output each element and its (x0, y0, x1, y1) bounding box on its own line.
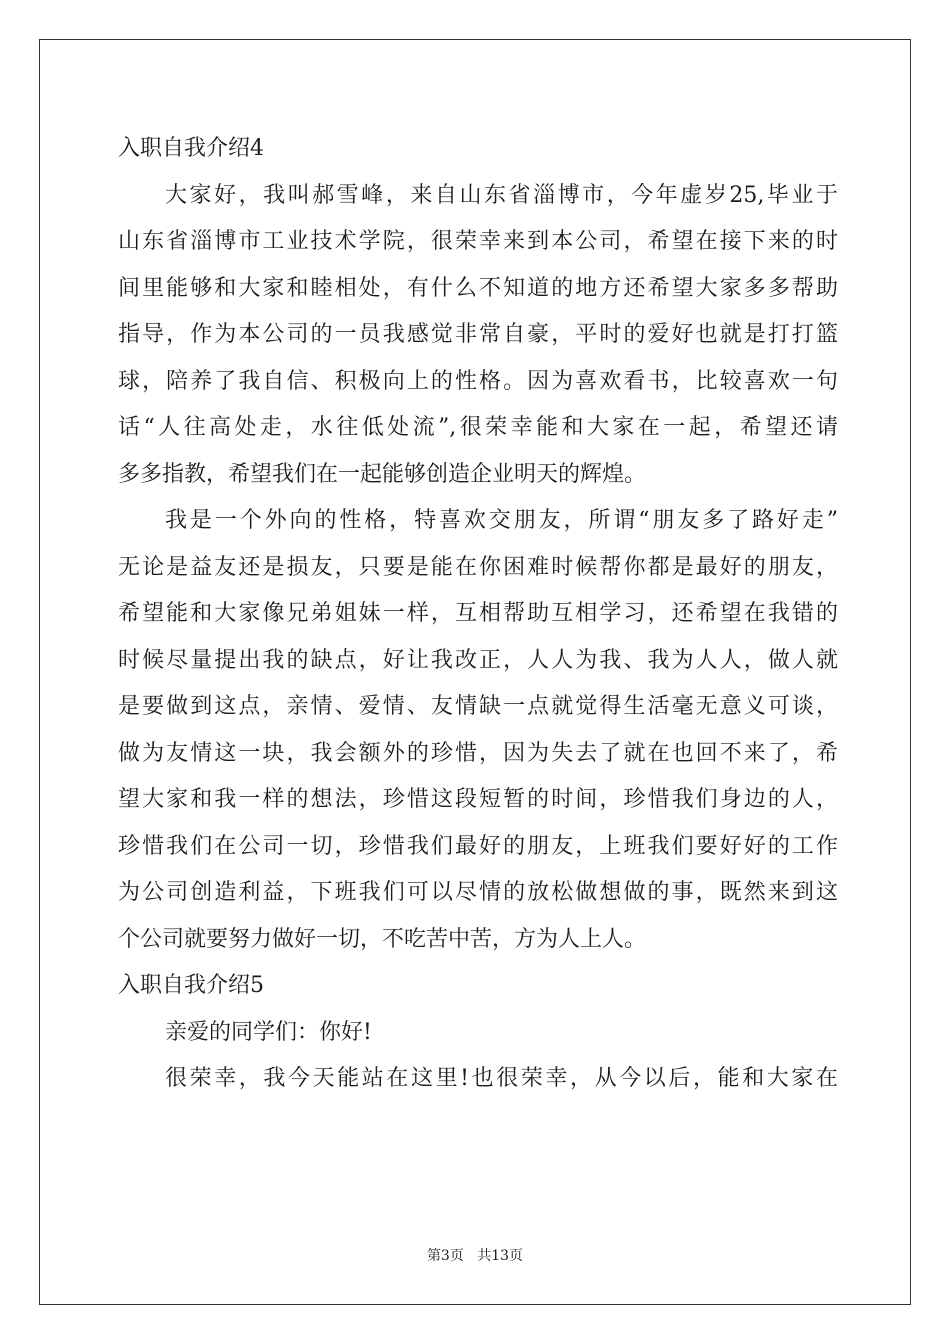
paragraph-line: 珍惜我们在公司一切，珍惜我们最好的朋友，上班我们要好好的工作 (118, 833, 838, 859)
section-heading-4: 入职自我介绍4 (118, 136, 264, 161)
paragraph-line: 做为友情这一块，我会额外的珍惜，因为失去了就在也回不来了，希 (118, 740, 838, 766)
paragraph-line: 望大家和我一样的想法，珍惜这段短暂的时间，珍惜我们身边的人， (118, 787, 838, 812)
section-heading-5: 入职自我介绍5 (118, 973, 264, 998)
paragraph-line: 多多指教，希望我们在一起能够创造企业明天的辉煌。 (118, 461, 647, 487)
paragraph-line: 我是一个外向的性格，特喜欢交朋友，所谓“朋友多了路好走” (165, 508, 838, 533)
page-number-total: 共13页 (477, 1248, 524, 1264)
paragraph-intro-4 (118, 173, 838, 499)
paragraph-line: 时候尽量提出我的缺点，好让我改正，人人为我、我为人人，做人就 (118, 647, 838, 673)
paragraph-line: 话“人往高处走，水往低处流”,很荣幸能和大家在一起，希望还请 (118, 415, 838, 440)
document-body (118, 126, 838, 1103)
paragraph-line: 为公司创造利益，下班我们可以尽情的放松做想做的事，既然来到这 (118, 880, 838, 905)
paragraph-personality (118, 498, 838, 963)
paragraph-line: 指导，作为本公司的一员我感觉非常自豪，平时的爱好也就是打打篮 (118, 322, 838, 347)
paragraph-line: 间里能够和大家和睦相处，有什么不知道的地方还希望大家多多帮助 (118, 275, 838, 301)
greeting-line: 亲爱的同学们：你好! (165, 1019, 372, 1045)
paragraph-line: 球，陪养了我自信、积极向上的性格。因为喜欢看书，比较喜欢一句 (118, 368, 838, 394)
paragraph-line: 无论是益友还是损友，只要是能在你困难时候帮你都是最好的朋友， (118, 554, 838, 580)
paragraph-line: 希望能和大家像兄弟姐妹一样，互相帮助互相学习，还希望在我错的 (118, 601, 838, 626)
paragraph-line: 是要做到这点，亲情、爱情、友情缺一点就觉得生活毫无意义可谈， (118, 694, 838, 719)
paragraph-line: 大家好，我叫郝雪峰，来自山东省淄博市，今年虚岁25,毕业于 (165, 182, 838, 208)
page-footer (0, 1245, 950, 1265)
paragraph-line: 很荣幸，我今天能站在这里!也很荣幸，从今以后，能和大家在 (165, 1066, 838, 1091)
page-number-current: 第3页 (426, 1248, 464, 1264)
paragraph-intro-5 (118, 1056, 838, 1103)
paragraph-line: 个公司就要努力做好一切，不吃苦中苦，方为人上人。 (118, 926, 647, 952)
paragraph-line: 山东省淄博市工业技术学院，很荣幸来到本公司，希望在接下来的时 (118, 229, 838, 254)
